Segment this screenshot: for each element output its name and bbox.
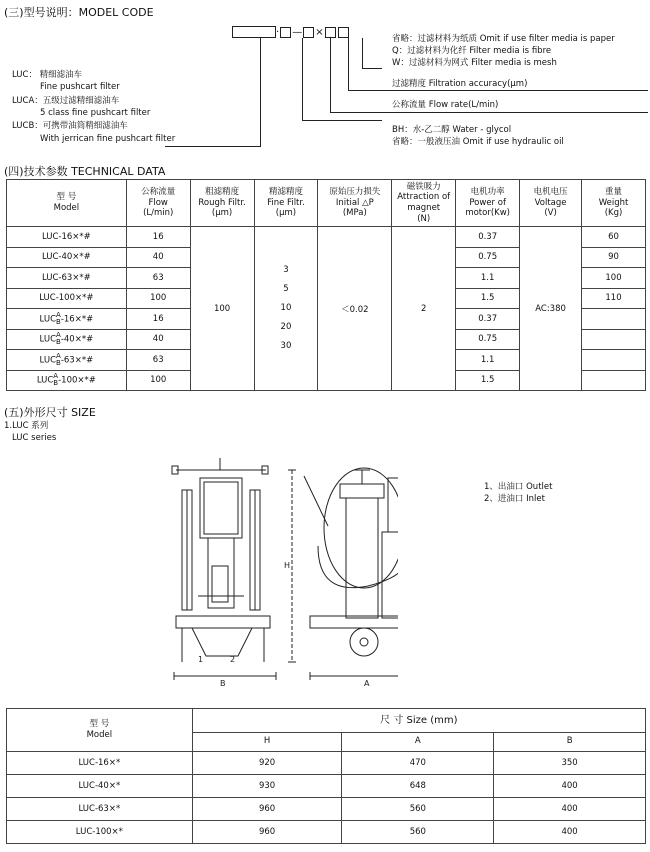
size-cell-model: LUC-63×* [7, 798, 193, 821]
cell-model: LUCA B-16×*# [7, 309, 127, 330]
material-paper: 省略：过滤材料为纸质 Omit if use filter media is paper [392, 34, 615, 44]
cell-flow: 40 [126, 329, 190, 350]
cell-model: LUC-100×*# [7, 288, 127, 309]
label-a: A [364, 679, 370, 688]
size-th-model: 型 号 Model [7, 709, 193, 752]
cell-power: 1.1 [456, 350, 520, 371]
cell-flow: 100 [126, 288, 190, 309]
th-model: 型 号 Model [7, 180, 127, 227]
section-size: (五)外形尺寸 SIZE [4, 406, 96, 419]
size-cell-a: 470 [342, 752, 494, 775]
pushcart-drawing [168, 456, 398, 688]
size-th-b: B [494, 733, 646, 752]
cell-power: 1.5 [456, 288, 520, 309]
cell-flow: 40 [126, 247, 190, 268]
code-times: × [315, 27, 324, 38]
size-cell-h: 960 [192, 798, 342, 821]
size-cell-a: 560 [342, 798, 494, 821]
section-model-code: (三)型号说明：MODEL CODE [4, 6, 154, 19]
luc-cn: LUC： 精细滤油车 [12, 70, 83, 80]
cell-weight: 60 [582, 227, 646, 248]
label-2: 2 [230, 655, 236, 664]
code-box-material [338, 27, 349, 38]
luc-en: Fine pushcart filter [40, 82, 120, 92]
cell-model: LUCA B-40×*# [7, 329, 127, 350]
tech-header-row [7, 180, 646, 227]
cell-model: LUC-40×*# [7, 247, 127, 268]
size-cell-a: 648 [342, 775, 494, 798]
table-row [7, 227, 646, 248]
table-row [7, 821, 646, 844]
section-technical: (四)技术参数 TECHNICAL DATA [4, 165, 166, 178]
table-row [7, 775, 646, 798]
th-fine: 精滤精度 Fine Filtr. (μm) [254, 180, 318, 227]
cell-flow: 100 [126, 370, 190, 391]
size-th-title: 尺 寸 Size (mm) [192, 709, 645, 733]
size-cell-model: LUC-100×* [7, 821, 193, 844]
th-pressure: 原始压力损失 Initial △P (MPa) [318, 180, 392, 227]
cell-fine: 3 5 10 20 30 [254, 227, 318, 391]
th-power: 电机功率 Power of motor(Kw) [456, 180, 520, 227]
cell-flow: 16 [126, 227, 190, 248]
code-box-type [232, 26, 276, 38]
label-1: 1 [198, 655, 204, 664]
label-h: H [284, 561, 291, 570]
table-row [7, 752, 646, 775]
size-table [6, 708, 646, 844]
cell-weight: 90 [582, 247, 646, 268]
side-view [304, 468, 398, 680]
accuracy-note: 过滤精度 Filtration accuracy(μm) [392, 79, 528, 89]
code-dash: — [292, 27, 303, 38]
size-cell-b: 400 [494, 775, 646, 798]
code-box-medium [280, 27, 291, 38]
size-cell-a: 560 [342, 821, 494, 844]
label-b: B [220, 679, 226, 688]
cell-flow: 16 [126, 309, 190, 330]
lucb-cn: LUCB：可携带油筒精细滤油车 [12, 121, 128, 131]
cell-flow: 63 [126, 268, 190, 289]
cell-model: LUCA B-63×*# [7, 350, 127, 371]
cell-power: 0.75 [456, 247, 520, 268]
cell-power: 0.37 [456, 227, 520, 248]
size-th-h: H [192, 733, 342, 752]
material-mesh: W：过滤材料为网式 Filter media is mesh [392, 58, 557, 68]
size-cell-model: LUC-16×* [7, 752, 193, 775]
cell-power: 1.1 [456, 268, 520, 289]
material-fibre: Q：过滤材料为化纤 Filter media is fibre [392, 46, 552, 56]
size-cell-h: 930 [192, 775, 342, 798]
lucb-en: With jerrican fine pushcart filter [40, 134, 176, 144]
code-box-flow [303, 27, 314, 38]
cell-weight [582, 370, 646, 391]
table-row [7, 798, 646, 821]
th-flow: 公称流量 Flow (L/min) [126, 180, 190, 227]
luca-en: 5 class fine pushcart filter [40, 108, 151, 118]
cell-weight: 100 [582, 268, 646, 289]
code-box-accuracy [325, 27, 336, 38]
size-cell-h: 920 [192, 752, 342, 775]
cell-magnet: 2 [392, 227, 456, 391]
cell-power: 0.75 [456, 329, 520, 350]
cell-weight [582, 309, 646, 330]
technical-table [6, 179, 646, 391]
cell-power: 1.5 [456, 370, 520, 391]
model-code-pattern [232, 26, 350, 38]
cell-model: LUCA B-100×*# [7, 370, 127, 391]
code-dot: · [276, 27, 280, 38]
size-th-a: A [342, 733, 494, 752]
front-view [172, 458, 276, 680]
cell-voltage: AC:380 [520, 227, 582, 391]
size-cell-h: 960 [192, 821, 342, 844]
cell-pressure: ＜0.02 [318, 227, 392, 391]
size-cell-b: 400 [494, 821, 646, 844]
legend-outlet: 1、出油口 Outlet [484, 482, 553, 492]
th-voltage: 电机电压 Voltage (V) [520, 180, 582, 227]
th-rough: 粗滤精度 Rough Filtr. (μm) [190, 180, 254, 227]
cell-weight: 110 [582, 288, 646, 309]
size-cell-b: 400 [494, 798, 646, 821]
medium-oil: 省略：一般液压油 Omit if use hydraulic oil [392, 137, 564, 147]
cell-weight [582, 329, 646, 350]
cell-model: LUC-63×*# [7, 268, 127, 289]
th-weight: 重量 Weight (Kg) [582, 180, 646, 227]
flow-note: 公称流量 Flow rate(L/min) [392, 100, 499, 110]
series-cn: 1.LUC 系列 [4, 421, 49, 431]
cell-flow: 63 [126, 350, 190, 371]
size-cell-b: 350 [494, 752, 646, 775]
th-magnet: 磁铁吸力 Attraction of magnet (N) [392, 180, 456, 227]
size-cell-model: LUC-40×* [7, 775, 193, 798]
series-en: LUC series [12, 433, 57, 443]
cell-model: LUC-16×*# [7, 227, 127, 248]
cell-weight [582, 350, 646, 371]
cell-power: 0.37 [456, 309, 520, 330]
legend-inlet: 2、进油口 Inlet [484, 494, 545, 504]
cell-rough: 100 [190, 227, 254, 391]
luca-cn: LUCA：五级过滤精细滤油车 [12, 96, 120, 106]
medium-bh: BH：水-乙二醇 Water - glycol [392, 125, 512, 135]
